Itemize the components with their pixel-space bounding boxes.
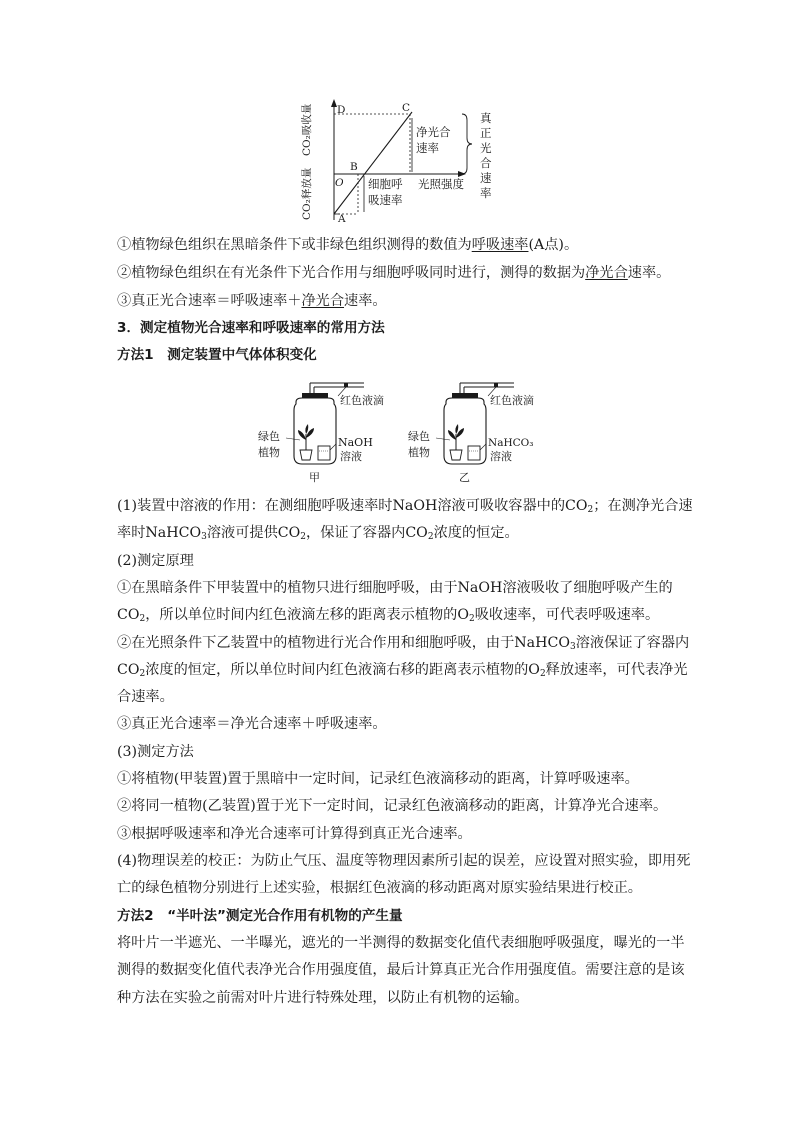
resp-rate-label-line2: 吸速率	[368, 193, 403, 207]
p2d-text-3: 释放速率，可代表净光	[545, 662, 688, 678]
p1b-text-2: 溶液可提供CO	[206, 525, 301, 541]
p1-line-a	[117, 496, 693, 516]
para-2-text: ②植物绿色组织在有光条件下光合作用与细胞呼吸同时进行，测得的数据为	[117, 265, 586, 281]
p1b-sub-3: 2	[427, 532, 434, 542]
point-o-label: O	[335, 177, 344, 189]
p2c-text-2: 溶液保证了容器内	[575, 635, 690, 651]
right-plant-pointer	[436, 438, 450, 440]
left-beaker	[318, 446, 330, 460]
true-rate-char: 光	[480, 141, 492, 155]
p1a-text-2: ；在测净光合速	[593, 498, 693, 514]
right-pot	[450, 450, 462, 460]
point-d-label: D	[337, 104, 346, 116]
p2-line-c	[117, 633, 689, 653]
true-rate-label	[480, 111, 492, 200]
y-axis-lower-label: CO₂释放量	[301, 167, 313, 220]
p2d-text-1: CO	[117, 662, 140, 678]
right-red-drop	[494, 383, 498, 387]
apparatus-figure	[252, 378, 552, 488]
true-rate-brace	[462, 114, 472, 174]
point-b-label: B	[350, 161, 358, 173]
method-2-title: 方法2 “半叶法”测定光合作用有机物的产生量	[117, 908, 403, 924]
p2b-sub-2: 2	[469, 614, 475, 624]
p2b-text-1: CO	[117, 607, 140, 623]
right-leaf-3	[455, 424, 458, 434]
right-solution-pointer	[480, 444, 486, 450]
right-leaf-1	[448, 430, 456, 440]
p2-line-e: 合速率。	[117, 689, 174, 705]
left-plant-pointer	[286, 438, 300, 440]
left-caption: 甲	[309, 471, 320, 484]
p2d-sub-1: 2	[139, 669, 146, 679]
graph-svg	[290, 96, 510, 226]
para-1-underlined: 呼吸速率	[471, 237, 529, 253]
true-rate-char: 率	[480, 186, 492, 200]
p2b-text-3: 吸收速率，可代表呼吸速率。	[474, 607, 660, 623]
p2-line-f: ③真正光合速率＝净光合速率＋呼吸速率。	[117, 716, 387, 732]
apparatus-jia	[258, 383, 384, 484]
p2-title: (2)测定原理	[117, 553, 194, 569]
para-1	[117, 235, 578, 255]
right-plant-label-1: 绿色	[408, 430, 430, 443]
left-plant-label-1: 绿色	[258, 430, 280, 443]
p2d-text-2: 浓度的恒定，所以单位时间内红色液滴右移的距离表示植物的O	[145, 662, 540, 678]
p2-line-b	[117, 605, 659, 625]
para-2-underlined: 净光合	[585, 265, 628, 281]
p3-line-a: ①将植物(甲装置)置于黑暗中一定时间，记录红色液滴移动的距离，计算呼吸速率。	[117, 771, 639, 787]
p2-line-d	[117, 660, 688, 680]
para-3-text: ③真正光合速率＝呼吸速率＋	[117, 293, 302, 309]
p1-line-b	[117, 523, 519, 543]
left-solution-label-2: 溶液	[340, 450, 362, 463]
true-rate-char: 真	[480, 111, 492, 125]
net-rate-label-line2: 速率	[416, 141, 439, 155]
p2d-sub-2: 2	[539, 669, 546, 679]
p4-line-b: 亡的绿色植物分别进行上述实验，根据红色液滴的移动距离对原实验结果进行校正。	[117, 880, 642, 896]
m2-line-a: 将叶片一半遮光、一半曝光，遮光的一半测得的数据变化值代表细胞呼吸强度，曝光的一半	[117, 935, 685, 951]
p1b-sub-1: 3	[201, 532, 207, 542]
p3-line-c: ③根据呼吸速率和净光合速率可计算得到真正光合速率。	[117, 826, 472, 842]
true-rate-char: 正	[480, 126, 492, 140]
right-solution-label-1: NaHCO₃	[488, 437, 534, 449]
para-3	[117, 291, 387, 311]
right-solution-label-2: 溶液	[490, 450, 512, 463]
left-solution-label-1: NaOH	[338, 436, 373, 449]
photosynthesis-rate-graph	[290, 96, 510, 226]
right-beaker	[468, 446, 480, 460]
p1b-sub-2: 2	[300, 532, 307, 542]
true-rate-char: 合	[480, 156, 492, 170]
p2b-sub-1: 2	[139, 614, 146, 624]
left-drop-label: 红色液滴	[340, 394, 384, 407]
p2c-sub-1: 3	[569, 642, 576, 652]
p1a-text-1: (1)装置中溶液的作用：在测细胞呼吸速率时NaOH溶液可吸收容器中的CO	[117, 498, 588, 514]
apparatus-svg	[252, 378, 552, 488]
p3-line-b: ②将同一植物(乙装置)置于光下一定时间，记录红色液滴移动的距离，计算净光合速率。	[117, 798, 668, 814]
p3-title: (3)测定方法	[117, 744, 194, 760]
left-leaf-1	[298, 430, 306, 440]
p1a-sub-1: 2	[587, 505, 594, 515]
p4-line-a: (4)物理误差的校正：为防止气压、温度等物理因素所引起的误差，应设置对照实验，即用死	[117, 853, 691, 869]
point-c-label: C	[402, 102, 411, 114]
net-rate-label-line1: 净光合	[416, 125, 451, 139]
section-heading-3: 3．测定植物光合速率和呼吸速率的常用方法	[117, 320, 385, 336]
x-axis-label: 光照强度	[418, 177, 464, 191]
p2c-text-1: ②在光照条件下乙装置中的植物进行光合作用和细胞呼吸，由于NaHCO	[117, 635, 570, 651]
m2-line-b: 测得的数据变化值代表净光合作用强度值，最后计算真正光合作用强度值。需要注意的是该	[117, 962, 685, 978]
left-solution-pointer	[330, 444, 336, 450]
p2b-text-2: ，所以单位时间内红色液滴左移的距离表示植物的O	[145, 607, 469, 623]
p2-line-a: ①在黑暗条件下甲装置中的植物只进行细胞呼吸，由于NaOH溶液吸收了细胞呼吸产生的	[117, 580, 673, 596]
right-drop-label: 红色液滴	[490, 394, 534, 407]
p1b-text-3: ，保证了容器内CO	[306, 525, 428, 541]
para-3-underlined: 净光合	[301, 293, 345, 309]
point-a-label: A	[338, 213, 346, 225]
left-leaf-3	[305, 424, 308, 434]
left-pot	[300, 450, 312, 460]
p1b-text-4: 浓度的恒定。	[433, 525, 519, 541]
para-1-tail: (A点)。	[528, 237, 579, 253]
m2-line-c: 种方法在实验之前需对叶片进行特殊处理，以防止有机物的运输。	[117, 990, 529, 1006]
p1b-text-1: 率时NaHCO	[117, 525, 202, 541]
method-1-title: 方法1 测定装置中气体体积变化	[117, 347, 317, 363]
apparatus-yi	[408, 383, 534, 484]
resp-rate-label-line1: 细胞呼	[368, 177, 403, 191]
y-axis-upper-label: CO₂吸收量	[301, 103, 313, 156]
para-1-text: ①植物绿色组织在黑暗条件下或非绿色组织测得的数值为	[117, 237, 472, 253]
para-2	[117, 263, 670, 283]
left-plant-label-2: 植物	[258, 446, 280, 459]
right-caption: 乙	[459, 471, 470, 484]
left-stopper	[302, 393, 328, 398]
right-stopper	[452, 393, 478, 398]
left-red-drop	[344, 383, 348, 387]
true-rate-char: 速	[480, 171, 492, 185]
para-2-tail: 速率。	[627, 265, 671, 281]
right-plant-label-2: 植物	[408, 446, 430, 459]
para-3-tail: 速率。	[344, 293, 387, 309]
